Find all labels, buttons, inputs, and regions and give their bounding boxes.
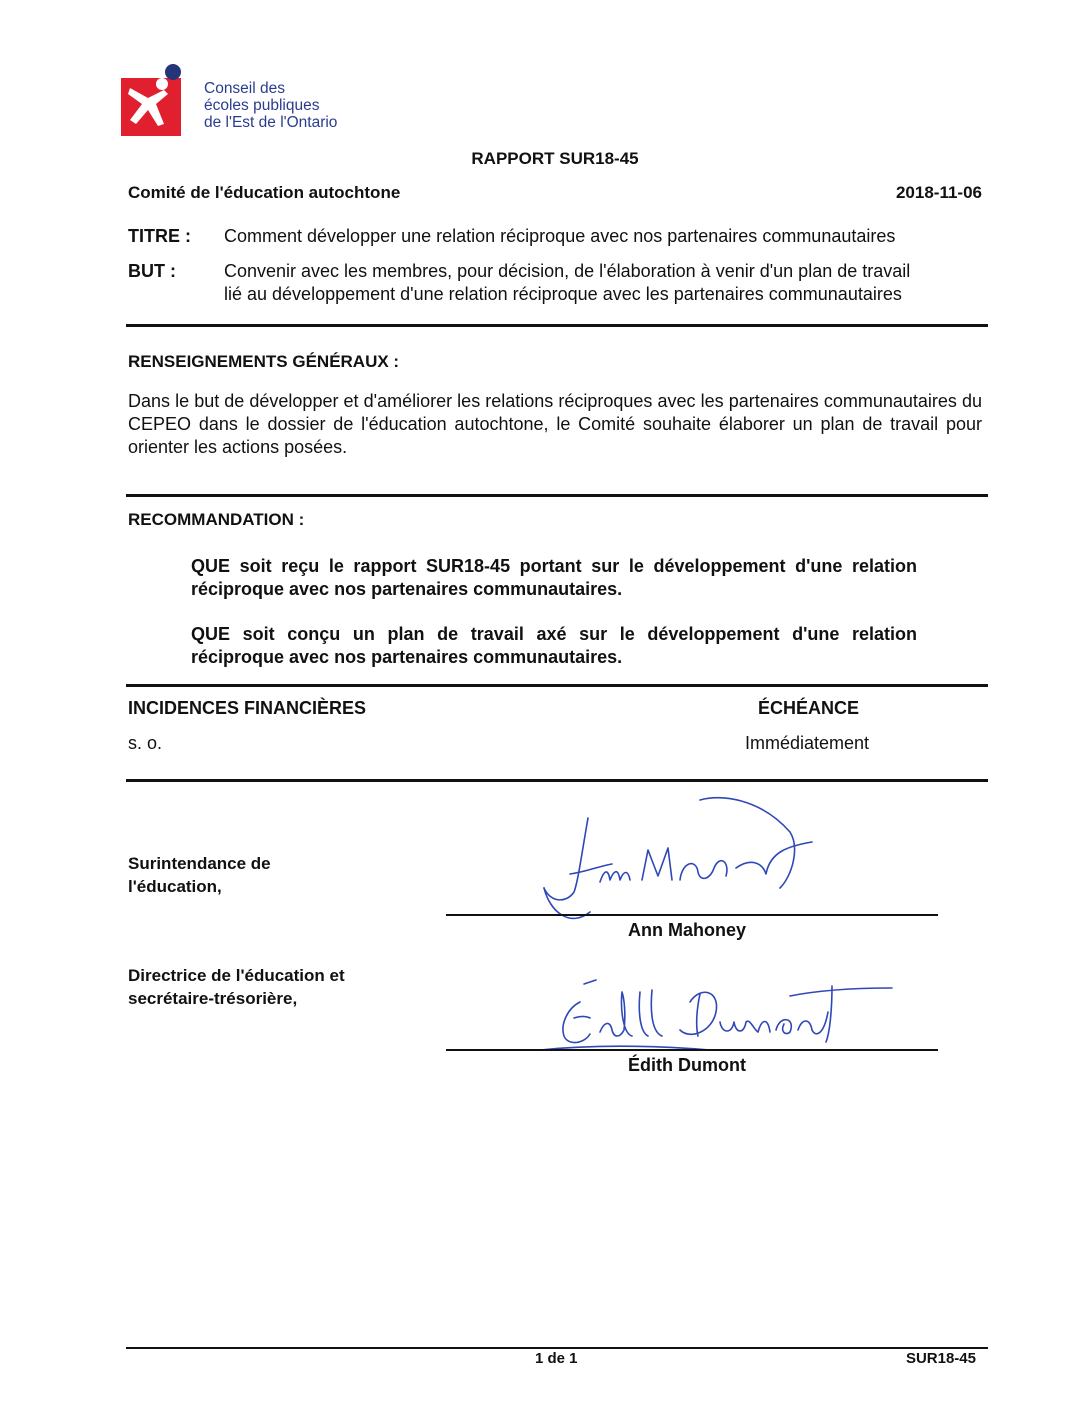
deadline-heading: ÉCHÉANCE [758,698,860,718]
titre-label: TITRE : [128,226,191,246]
divider [126,684,988,687]
page-number: 1 de 1 [535,1350,578,1367]
but-line2: lié au développement d'une relation réciproque avec les partenaires communautaires [224,284,902,304]
signatory-role [128,964,345,1010]
role-line: Directrice de l'éducation et [128,966,345,985]
logo-text [204,80,337,131]
recommendation-heading: RECOMMANDATION : [128,510,305,529]
signature-line [446,1049,938,1051]
signatory-name: Édith Dumont [628,1055,746,1075]
deadline-value: Immédiatement [745,733,870,753]
general-heading: RENSEIGNEMENTS GÉNÉRAUX : [128,352,400,371]
financial-heading: INCIDENCES FINANCIÈRES [128,698,367,718]
signatory-name: Ann Mahoney [628,920,747,940]
recommendation-item: QUE soit reçu le rapport SUR18-45 portant sur le développement d'une relation réciproque avec nos partenaires communautaires. [191,556,917,599]
but-label: BUT : [128,261,176,281]
logo-line: écoles publiques [204,97,320,114]
signature-line [446,914,938,916]
logo-line: de l'Est de l'Ontario [204,114,338,131]
footer-rule [126,1347,988,1349]
logo-mark [118,62,192,140]
divider [126,324,988,327]
report-title: RAPPORT SUR18-45 [471,149,639,168]
handwritten-signature [530,792,830,932]
divider [126,494,988,497]
report-date: 2018-11-06 [895,183,982,202]
role-line: l'éducation, [128,877,222,896]
committee-name: Comité de l'éducation autochtone [128,183,401,202]
general-text: Dans le but de développer et d'améliorer les relations réciproques avec les partenaires communautaires du CEPEO dans le dossier de l'éducation autochtone, le Comité souhaite élaborer un plan de travail pour orienter les actions posées. [128,391,982,457]
role-line: Surintendance de [128,854,271,873]
logo-line: Conseil des [204,80,285,97]
signatory-role [128,852,271,898]
divider [126,779,988,782]
footer-code: SUR18-45 [905,1350,976,1367]
titre-text: Comment développer une relation réciproque avec nos partenaires communautaires [224,226,896,246]
logo [118,62,378,142]
financial-value: s. o. [128,733,163,753]
role-line: secrétaire-trésorière, [128,989,298,1008]
but-line1: Convenir avec les membres, pour décision, de l'élaboration à venir d'un plan de travail [224,261,911,281]
recommendation-item: QUE soit conçu un plan de travail axé sur le développement d'une relation réciproque avec nos partenaires communautaires. [191,624,917,667]
